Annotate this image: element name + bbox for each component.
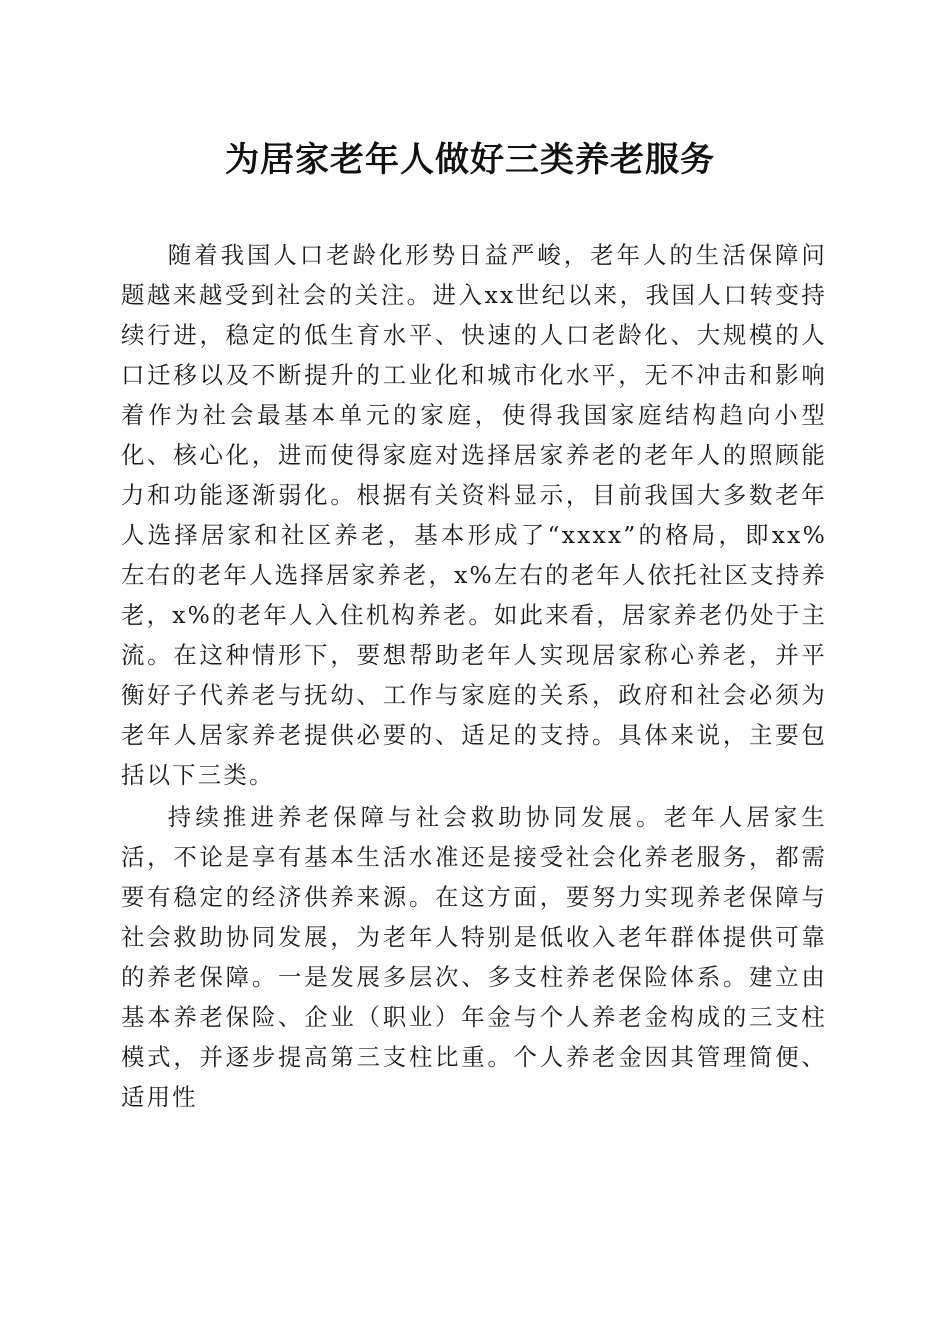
paragraph-pension-security: 持续推进养老保障与社会救助协同发展。老年人居家生活，不论是享有基本生活水准还是接受社会化养老服务，都需要有稳定的经济供养来源。在这方面，要努力实现养老保障与社会救助协同发展，为老年人特别是低收入老年群体提供可靠的养老保障。一是发展多层次、多支柱养老保险体系。建立由基本养老保险、企业（职业）年金与个人养老金构成的三支柱模式，并逐步提高第三支柱比重。个人养老金因其管理简便、适用性 [121,803,827,1111]
document-body [121,235,827,1117]
paragraph-intro: 随着我国人口老龄化形势日益严峻，老年人的生活保障问题越来越受到社会的关注。进入xx世纪以来，我国人口转变持续行进，稳定的低生育水平、快速的人口老龄化、大规模的人口迁移以及不断提升的工业化和城市化水平，无不冲击和影响着作为社会最基本单元的家庭，使得我国家庭结构趋向小型化、核心化，进而使得家庭对选择居家养老的老年人的照顾能力和功能逐渐弱化。根据有关资料显示，目前我国大多数老年人选择居家和社区养老，基本形成了“xxxx”的格局，即xx%左右的老年人选择居家养老，x%左右的老年人依托社区支持养老，x%的老年人入住机构养老。如此来看，居家养老仍处于主流。在这种情形下，要想帮助老年人实现居家称心养老，并平衡好子代养老与抚幼、工作与家庭的关系，政府和社会必须为老年人居家养老提供必要的、适足的支持。具体来说，主要包括以下三类。 [121,241,827,789]
document-title: 为居家老年人做好三类养老服务 [225,140,715,180]
